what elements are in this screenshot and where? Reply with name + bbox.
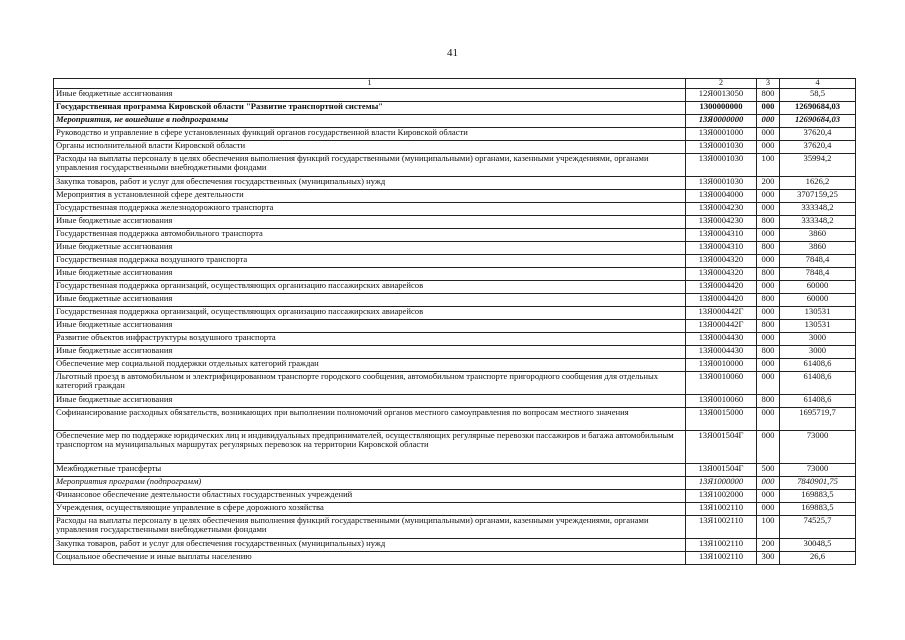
row-name-cell: Расходы на выплаты персоналу в целях обеспечения выполнения функций государственными (муниципальными) органами, казенными учреждениями, органами управления государственными внебюджетными фондами	[54, 154, 686, 177]
row-amount-cell: 333348,2	[780, 203, 856, 216]
row-code-cell: 13Я0010000	[686, 359, 757, 372]
row-name-cell: Руководство и управление в сфере установленных функций органов государственной власти Кировской области	[54, 128, 686, 141]
table-row	[54, 141, 856, 154]
row-code-cell: 13Я000442Г	[686, 320, 757, 333]
table-row	[54, 89, 856, 102]
row-name-cell: Иные бюджетные ассигнования	[54, 395, 686, 408]
table-row	[54, 229, 856, 242]
header-col-1: 1	[54, 79, 686, 89]
header-col-2: 2	[686, 79, 757, 89]
row-amount-cell: 61408,6	[780, 372, 856, 395]
row-type-cell: 800	[757, 395, 780, 408]
row-name-cell: Социальное обеспечение и иные выплаты населению	[54, 552, 686, 565]
budget-table-body	[54, 79, 856, 565]
row-code-cell: 13Я0001030	[686, 141, 757, 154]
table-header-row	[54, 79, 856, 89]
row-type-cell: 800	[757, 320, 780, 333]
row-name-cell: Закупка товаров, работ и услуг для обеспечения государственных (муниципальных) нужд	[54, 539, 686, 552]
table-row	[54, 490, 856, 503]
row-amount-cell: 37620,4	[780, 141, 856, 154]
row-amount-cell: 7848,4	[780, 255, 856, 268]
table-row	[54, 255, 856, 268]
table-row	[54, 395, 856, 408]
row-type-cell: 100	[757, 154, 780, 177]
table-row	[54, 242, 856, 255]
table-row	[54, 294, 856, 307]
row-name-cell: Государственная поддержка организаций, осуществляющих организацию пассажирских авиарейсов	[54, 307, 686, 320]
row-amount-cell: 61408,6	[780, 395, 856, 408]
page-number: 41	[447, 47, 458, 59]
row-code-cell: 13Я0004310	[686, 242, 757, 255]
row-type-cell: 800	[757, 242, 780, 255]
row-name-cell: Органы исполнительной власти Кировской области	[54, 141, 686, 154]
row-amount-cell: 3860	[780, 242, 856, 255]
row-amount-cell: 169883,5	[780, 503, 856, 516]
table-row	[54, 431, 856, 464]
row-amount-cell: 3000	[780, 346, 856, 359]
row-code-cell: 12Я0013050	[686, 89, 757, 102]
row-type-cell: 000	[757, 307, 780, 320]
table-row	[54, 346, 856, 359]
table-row	[54, 464, 856, 477]
row-name-cell: Закупка товаров, работ и услуг для обеспечения государственных (муниципальных) нужд	[54, 177, 686, 190]
row-code-cell: 13Я1002110	[686, 516, 757, 539]
row-amount-cell: 73000	[780, 431, 856, 464]
row-code-cell: 13Я000442Г	[686, 307, 757, 320]
row-name-cell: Государственная поддержка железнодорожного транспорта	[54, 203, 686, 216]
row-code-cell: 13Я1002110	[686, 552, 757, 565]
row-amount-cell: 30048,5	[780, 539, 856, 552]
table-row	[54, 177, 856, 190]
row-amount-cell: 169883,5	[780, 490, 856, 503]
row-amount-cell: 130531	[780, 307, 856, 320]
row-code-cell: 13Я0001030	[686, 154, 757, 177]
row-amount-cell: 7848,4	[780, 268, 856, 281]
row-type-cell: 500	[757, 464, 780, 477]
row-name-cell: Иные бюджетные ассигнования	[54, 346, 686, 359]
row-amount-cell: 333348,2	[780, 216, 856, 229]
row-type-cell: 000	[757, 229, 780, 242]
table-row	[54, 203, 856, 216]
row-amount-cell: 7840901,75	[780, 477, 856, 490]
row-name-cell: Мероприятия программ (подпрограмм)	[54, 477, 686, 490]
row-name-cell: Мероприятия в установленной сфере деятельности	[54, 190, 686, 203]
table-row	[54, 216, 856, 229]
row-name-cell: Учреждения, осуществляющие управление в сфере дорожного хозяйства	[54, 503, 686, 516]
row-amount-cell: 3707159,25	[780, 190, 856, 203]
table-row	[54, 552, 856, 565]
row-name-cell: Иные бюджетные ассигнования	[54, 242, 686, 255]
row-type-cell: 000	[757, 431, 780, 464]
row-type-cell: 800	[757, 346, 780, 359]
row-name-cell: Государственная программа Кировской области "Развитие транспортной системы"	[54, 102, 686, 115]
row-type-cell: 000	[757, 333, 780, 346]
row-code-cell: 1300000000	[686, 102, 757, 115]
row-name-cell: Финансовое обеспечение деятельности областных государственных учреждений	[54, 490, 686, 503]
row-name-cell: Развитие объектов инфраструктуры воздушного транспорта	[54, 333, 686, 346]
row-type-cell: 200	[757, 177, 780, 190]
table-row	[54, 516, 856, 539]
row-amount-cell: 130531	[780, 320, 856, 333]
row-type-cell: 000	[757, 115, 780, 128]
row-code-cell: 13Я0010060	[686, 372, 757, 395]
row-amount-cell: 60000	[780, 294, 856, 307]
row-amount-cell: 74525,7	[780, 516, 856, 539]
row-type-cell: 200	[757, 539, 780, 552]
table-row	[54, 333, 856, 346]
row-name-cell: Межбюджетные трансферты	[54, 464, 686, 477]
row-name-cell: Софинансирование расходных обязательств, возникающих при выполнении полномочий органов местного самоуправления по вопросам местного значения	[54, 408, 686, 431]
row-amount-cell: 3000	[780, 333, 856, 346]
row-type-cell: 000	[757, 203, 780, 216]
row-amount-cell: 12690684,03	[780, 115, 856, 128]
row-name-cell: Иные бюджетные ассигнования	[54, 216, 686, 229]
row-type-cell: 000	[757, 190, 780, 203]
row-name-cell: Государственная поддержка автомобильного транспорта	[54, 229, 686, 242]
row-name-cell: Обеспечение мер социальной поддержки отдельных категорий граждан	[54, 359, 686, 372]
row-type-cell: 000	[757, 408, 780, 431]
row-type-cell: 000	[757, 141, 780, 154]
row-type-cell: 000	[757, 490, 780, 503]
row-amount-cell: 73000	[780, 464, 856, 477]
row-code-cell: 13Я0004230	[686, 203, 757, 216]
row-name-cell: Иные бюджетные ассигнования	[54, 320, 686, 333]
row-type-cell: 000	[757, 503, 780, 516]
row-code-cell: 13Я0004430	[686, 346, 757, 359]
table-row	[54, 372, 856, 395]
row-name-cell: Обеспечение мер по поддержке юридических лиц и индивидуальных предпринимателей, осуществляющих регулярные перевозки пассажиров и багажа автомобильным транспортом на муниципальных маршрутах регулярных перевозок на территории Кировской области	[54, 431, 686, 464]
row-type-cell: 800	[757, 268, 780, 281]
row-code-cell: 13Я0004420	[686, 281, 757, 294]
row-name-cell: Государственная поддержка воздушного транспорта	[54, 255, 686, 268]
header-col-4: 4	[780, 79, 856, 89]
row-amount-cell: 1695719,7	[780, 408, 856, 431]
row-type-cell: 300	[757, 552, 780, 565]
row-type-cell: 800	[757, 89, 780, 102]
table-row	[54, 190, 856, 203]
row-code-cell: 13Я1000000	[686, 477, 757, 490]
row-code-cell: 13Я0004310	[686, 229, 757, 242]
row-name-cell: Иные бюджетные ассигнования	[54, 89, 686, 102]
row-amount-cell: 60000	[780, 281, 856, 294]
row-type-cell: 000	[757, 359, 780, 372]
row-type-cell: 100	[757, 516, 780, 539]
row-amount-cell: 58,5	[780, 89, 856, 102]
row-amount-cell: 26,6	[780, 552, 856, 565]
row-type-cell: 800	[757, 294, 780, 307]
row-amount-cell: 35994,2	[780, 154, 856, 177]
row-name-cell: Государственная поддержка организаций, осуществляющих организацию пассажирских авиарейсов	[54, 281, 686, 294]
table-row	[54, 102, 856, 115]
table-row	[54, 268, 856, 281]
row-code-cell: 13Я1002110	[686, 503, 757, 516]
row-code-cell: 13Я0015000	[686, 408, 757, 431]
row-name-cell: Мероприятия, не вошедшие в подпрограммы	[54, 115, 686, 128]
row-code-cell: 13Я1002000	[686, 490, 757, 503]
row-amount-cell: 3860	[780, 229, 856, 242]
row-type-cell: 000	[757, 102, 780, 115]
table-row	[54, 154, 856, 177]
row-type-cell: 000	[757, 255, 780, 268]
row-name-cell: Иные бюджетные ассигнования	[54, 294, 686, 307]
row-name-cell: Льготный проезд в автомобильном и электрифицированном транспорте городского сообщения, автомобильном транспорте пригородного сообщения для отдельных категорий граждан	[54, 372, 686, 395]
table-row	[54, 307, 856, 320]
table-row	[54, 503, 856, 516]
table-row	[54, 115, 856, 128]
row-code-cell: 13Я1002110	[686, 539, 757, 552]
row-type-cell: 000	[757, 477, 780, 490]
row-name-cell: Расходы на выплаты персоналу в целях обеспечения выполнения функций государственными (муниципальными) органами, казенными учреждениями, органами управления государственными внебюджетными фондами	[54, 516, 686, 539]
row-code-cell: 13Я0001030	[686, 177, 757, 190]
row-type-cell: 000	[757, 372, 780, 395]
table-row	[54, 320, 856, 333]
row-name-cell: Иные бюджетные ассигнования	[54, 268, 686, 281]
row-code-cell: 13Я0004320	[686, 268, 757, 281]
row-amount-cell: 37620,4	[780, 128, 856, 141]
table-row	[54, 359, 856, 372]
row-amount-cell: 61408,6	[780, 359, 856, 372]
header-col-3: 3	[757, 79, 780, 89]
row-code-cell: 13Я0004430	[686, 333, 757, 346]
row-type-cell: 000	[757, 128, 780, 141]
table-row	[54, 408, 856, 431]
row-code-cell: 13Я0010060	[686, 395, 757, 408]
table-row	[54, 477, 856, 490]
row-code-cell: 13Я001504Г	[686, 431, 757, 464]
row-code-cell: 13Я0000000	[686, 115, 757, 128]
row-code-cell: 13Я0001000	[686, 128, 757, 141]
table-row	[54, 281, 856, 294]
row-amount-cell: 12690684,03	[780, 102, 856, 115]
table-row	[54, 128, 856, 141]
table-row	[54, 539, 856, 552]
row-type-cell: 800	[757, 216, 780, 229]
row-code-cell: 13Я0004320	[686, 255, 757, 268]
row-code-cell: 13Я0004230	[686, 216, 757, 229]
row-type-cell: 000	[757, 281, 780, 294]
row-amount-cell: 1626,2	[780, 177, 856, 190]
row-code-cell: 13Я0004420	[686, 294, 757, 307]
budget-table	[53, 78, 856, 565]
row-code-cell: 13Я001504Г	[686, 464, 757, 477]
row-code-cell: 13Я0004000	[686, 190, 757, 203]
